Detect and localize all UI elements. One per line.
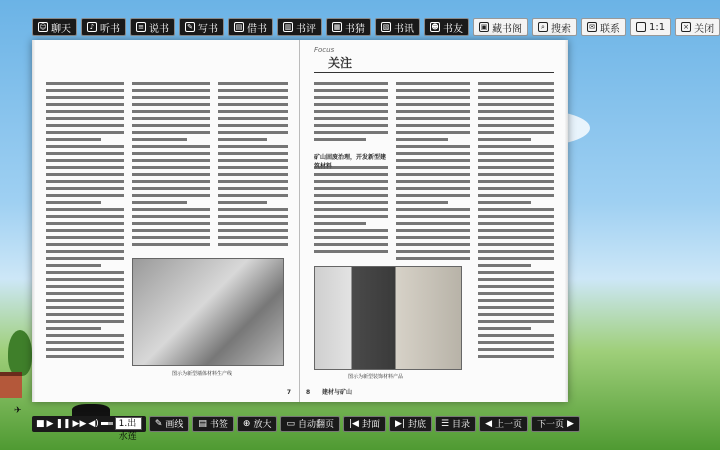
text-line <box>46 96 124 99</box>
text-line <box>314 103 388 106</box>
text-line <box>314 250 388 253</box>
text-line <box>46 82 124 85</box>
text-line <box>46 278 124 281</box>
text-line <box>478 187 554 190</box>
review-button[interactable]: ▥ 书评 <box>277 18 322 36</box>
zoom-button[interactable]: ⊕ 放大 <box>237 416 278 432</box>
guess-button[interactable]: ▦ 书猜 <box>326 18 371 36</box>
text-line <box>478 180 554 183</box>
bottom-toolbar <box>32 415 574 442</box>
contact-button[interactable]: ✉ 联系 <box>581 18 626 36</box>
text-line <box>132 243 210 246</box>
text-line <box>478 166 554 169</box>
text-line <box>396 222 470 225</box>
text-line <box>478 278 554 281</box>
text-line <box>46 243 124 246</box>
text-line <box>314 229 388 232</box>
text-line <box>132 201 187 204</box>
text-line <box>478 103 554 106</box>
text-line <box>46 348 124 351</box>
text-line <box>396 82 470 85</box>
text-line <box>218 110 288 113</box>
text-line <box>396 117 470 120</box>
next-track-icon[interactable]: ▶▶ <box>72 418 87 429</box>
track-select[interactable]: 1.出水莲 <box>115 417 142 430</box>
text-line <box>46 355 124 358</box>
front-cover-button[interactable]: |◀ 封面 <box>343 416 386 432</box>
text-line <box>478 292 554 295</box>
text-line <box>46 194 124 197</box>
text-column <box>478 82 554 362</box>
text-line <box>132 96 210 99</box>
text-line <box>314 173 388 176</box>
text-line <box>478 145 554 148</box>
right-footer: 建材与矿山 <box>322 389 353 396</box>
text-line <box>46 327 101 330</box>
bird-icon: ✈ <box>14 406 22 416</box>
text-line <box>396 243 470 246</box>
left-caption: 图示为新型墙体材料生产线 <box>172 371 233 377</box>
text-line <box>478 89 554 92</box>
volume-fill <box>101 422 108 425</box>
text-line <box>46 173 124 176</box>
text-line <box>478 264 531 267</box>
text-line <box>478 257 554 260</box>
text-line <box>46 152 124 155</box>
text-line <box>478 96 554 99</box>
list-icon: ☰ <box>440 418 450 429</box>
text-line <box>314 201 388 204</box>
right-caption: 图示为新型装饰材料产品 <box>348 374 404 380</box>
text-line <box>478 243 554 246</box>
next-icon: ▶ <box>567 418 574 429</box>
top-toolbar <box>32 18 715 36</box>
text-line <box>46 180 124 183</box>
right-page[interactable] <box>300 40 568 402</box>
back-cover-button[interactable]: ▶| 封底 <box>389 416 432 432</box>
text-line <box>396 173 470 176</box>
text-line <box>396 96 470 99</box>
text-line <box>314 124 388 127</box>
chat-icon: ☺ <box>39 23 47 31</box>
text-line <box>218 222 288 225</box>
text-line <box>132 222 210 225</box>
text-line <box>132 159 210 162</box>
text-line <box>396 110 470 113</box>
search-button[interactable]: ⌕ 搜索 <box>532 18 577 36</box>
text-line <box>218 194 288 197</box>
text-line <box>478 271 554 274</box>
text-line <box>478 131 554 134</box>
text-line <box>478 348 554 351</box>
first-page-icon: |◀ <box>349 418 359 429</box>
text-line <box>46 222 124 225</box>
text-line <box>46 187 124 190</box>
text-line <box>132 215 210 218</box>
text-line <box>218 82 288 85</box>
text-line <box>46 166 124 169</box>
book-icon: ▦ <box>333 23 341 31</box>
bookmark-icon: ▤ <box>198 418 207 429</box>
text-line <box>478 229 554 232</box>
text-line <box>478 82 554 85</box>
page-edge <box>32 40 36 402</box>
text-line <box>396 159 470 162</box>
text-line <box>314 89 388 92</box>
text-line <box>478 201 531 204</box>
text-line <box>46 117 124 120</box>
envelope-icon: ✉ <box>587 22 597 32</box>
speaker-icon[interactable]: ◀) <box>88 418 99 429</box>
text-line <box>46 145 124 148</box>
listen-button[interactable]: ♪ 听书 <box>81 18 126 36</box>
text-line <box>132 138 187 141</box>
text-column <box>396 82 470 264</box>
square-icon <box>636 22 646 32</box>
text-line <box>478 285 554 288</box>
next-page-button[interactable]: 下一页 ▶ <box>531 416 580 432</box>
text-line <box>132 187 210 190</box>
text-line <box>46 131 124 134</box>
text-line <box>218 89 288 92</box>
text-line <box>218 236 288 239</box>
comment-icon: ▥ <box>284 23 292 31</box>
text-line <box>132 110 210 113</box>
section-tab: Focus <box>314 46 335 54</box>
text-line <box>132 117 210 120</box>
library-icon: ▣ <box>480 23 488 31</box>
text-line <box>46 341 124 344</box>
friends-button[interactable]: ☻ 书友 <box>424 18 469 36</box>
people-icon: ☻ <box>431 23 439 31</box>
text-line <box>46 201 101 204</box>
text-line <box>132 180 210 183</box>
text-line <box>478 110 554 113</box>
text-line <box>314 180 388 183</box>
news-button[interactable]: ▧ 书讯 <box>375 18 420 36</box>
header-rule <box>314 72 554 73</box>
text-line <box>478 194 554 197</box>
text-line <box>218 152 288 155</box>
text-line <box>46 229 124 232</box>
text-line <box>314 236 388 239</box>
text-line <box>396 138 448 141</box>
text-line <box>314 222 366 225</box>
text-line <box>396 131 470 134</box>
text-line <box>46 138 101 141</box>
text-line <box>396 229 470 232</box>
text-line <box>46 110 124 113</box>
text-line <box>132 103 210 106</box>
stone-panels-photo <box>314 266 462 370</box>
text-line <box>478 152 554 155</box>
text-line <box>46 292 124 295</box>
text-line <box>478 355 554 358</box>
last-page-icon: ▶| <box>394 418 405 429</box>
text-line <box>314 82 388 85</box>
text-line <box>478 236 554 239</box>
pause-icon[interactable]: ❚❚ <box>55 418 71 429</box>
text-line <box>396 201 448 204</box>
text-line <box>132 89 210 92</box>
text-line <box>396 124 470 127</box>
music-player <box>32 416 146 442</box>
toc-button[interactable]: ☰ 目录 <box>435 416 476 432</box>
play-icon[interactable]: ▶ <box>46 418 54 429</box>
text-line <box>218 208 288 211</box>
text-line <box>218 243 288 246</box>
article-subhead: 矿山固废治理，开发新型建 <box>314 154 387 161</box>
left-page[interactable] <box>32 40 300 402</box>
text-line <box>46 306 124 309</box>
text-column <box>314 82 388 145</box>
draw-button[interactable]: ✎ 画线 <box>149 416 190 432</box>
text-line <box>132 145 210 148</box>
text-line <box>396 145 470 148</box>
text-line <box>132 166 210 169</box>
write-button[interactable]: ✎ 写书 <box>179 18 224 36</box>
text-line <box>478 117 554 120</box>
read-button[interactable]: ≡ 说书 <box>130 18 175 36</box>
bookmark-button[interactable]: ▤ 书签 <box>192 416 234 432</box>
text-line <box>218 96 288 99</box>
text-line <box>396 187 470 190</box>
text-line <box>132 152 210 155</box>
text-line <box>218 229 288 232</box>
close-button[interactable]: × 关闭 <box>675 18 720 36</box>
section-header: 关注 <box>328 56 353 70</box>
headphone-icon: ♪ <box>87 22 97 32</box>
text-line <box>46 257 124 260</box>
text-line <box>314 110 388 113</box>
text-line <box>46 124 124 127</box>
text-line <box>478 250 554 253</box>
text-line <box>132 173 210 176</box>
text-line <box>218 201 267 204</box>
factory-photo <box>132 258 284 366</box>
book-icon: ▤ <box>235 23 243 31</box>
house <box>0 372 22 398</box>
text-line <box>478 341 554 344</box>
text-line <box>132 229 210 232</box>
text-line <box>46 271 124 274</box>
text-line <box>218 103 288 106</box>
text-line <box>314 138 366 141</box>
text-line <box>46 208 124 211</box>
text-line <box>314 131 388 134</box>
text-line <box>132 236 210 239</box>
text-line <box>478 327 531 330</box>
text-line <box>218 180 288 183</box>
text-line <box>478 313 554 316</box>
text-line <box>314 166 388 169</box>
text-column <box>46 82 124 362</box>
prev-icon: ◀ <box>485 418 492 429</box>
text-line <box>132 124 210 127</box>
text-line <box>478 215 554 218</box>
text-line <box>132 131 210 134</box>
zoom-icon: ⊕ <box>242 418 251 429</box>
chat-button[interactable]: ☺ 聊天 <box>32 18 77 36</box>
pen-icon: ✎ <box>154 418 163 429</box>
text-line <box>478 334 554 337</box>
text-line <box>314 215 388 218</box>
text-line <box>46 320 124 323</box>
stop-icon[interactable]: ■ <box>36 418 45 429</box>
search-icon: ⌕ <box>538 22 548 32</box>
text-column <box>218 82 288 250</box>
volume-slider[interactable] <box>101 422 113 425</box>
text-line <box>396 166 470 169</box>
text-line <box>218 131 288 134</box>
text-line <box>478 173 554 176</box>
text-line <box>478 222 554 225</box>
text-column <box>314 166 388 257</box>
text-column <box>132 82 210 250</box>
text-line <box>46 299 124 302</box>
text-line <box>218 166 288 169</box>
text-line <box>396 208 470 211</box>
text-line <box>478 159 554 162</box>
text-line <box>396 152 470 155</box>
text-line <box>478 306 554 309</box>
text-line <box>46 264 101 267</box>
pen-icon: ✎ <box>185 22 195 32</box>
text-line <box>396 236 470 239</box>
text-line <box>478 124 554 127</box>
bookroom-button[interactable]: ▣ 藏书阁 <box>473 18 528 36</box>
prev-page-button[interactable]: ◀ 上一页 <box>479 416 528 432</box>
text-line <box>478 320 554 323</box>
text-line <box>314 243 388 246</box>
ratio-button[interactable]: 1:1 <box>630 18 671 36</box>
text-line <box>396 257 470 260</box>
text-line <box>46 334 124 337</box>
text-line <box>314 96 388 99</box>
text-line <box>218 117 288 120</box>
text-line <box>132 208 210 211</box>
text-line <box>218 215 288 218</box>
text-line <box>218 138 267 141</box>
text-line <box>46 236 124 239</box>
flip-icon: ▭ <box>286 418 295 429</box>
text-line <box>396 215 470 218</box>
text-line <box>218 145 288 148</box>
text-line <box>46 103 124 106</box>
text-line <box>314 117 388 120</box>
text-line <box>46 285 124 288</box>
text-line <box>218 173 288 176</box>
text-line <box>396 194 470 197</box>
text-line <box>132 82 210 85</box>
text-line <box>396 180 470 183</box>
text-line <box>46 89 124 92</box>
text-line <box>396 250 470 253</box>
text-line <box>396 103 470 106</box>
text-line <box>46 215 124 218</box>
text-line <box>478 138 531 141</box>
book-spread <box>32 40 568 402</box>
text-line <box>314 187 388 190</box>
book-icon: ≡ <box>136 22 146 32</box>
text-line <box>46 250 124 253</box>
close-icon: × <box>681 22 691 32</box>
text-line <box>478 299 554 302</box>
text-line <box>314 194 388 197</box>
text-line <box>46 313 124 316</box>
text-line <box>218 187 288 190</box>
news-icon: ▧ <box>382 23 390 31</box>
borrow-button[interactable]: ▤ 借书 <box>228 18 273 36</box>
text-line <box>218 159 288 162</box>
text-line <box>218 124 288 127</box>
tree <box>8 330 32 376</box>
left-page-number: 7 <box>286 389 291 396</box>
right-page-number: 8 <box>306 389 311 396</box>
text-line <box>46 159 124 162</box>
auto-flip-button[interactable]: ▭ 自动翻页 <box>280 416 340 432</box>
text-line <box>132 194 210 197</box>
page-edge <box>564 40 568 402</box>
text-line <box>396 89 470 92</box>
text-line <box>314 208 388 211</box>
text-line <box>478 208 554 211</box>
